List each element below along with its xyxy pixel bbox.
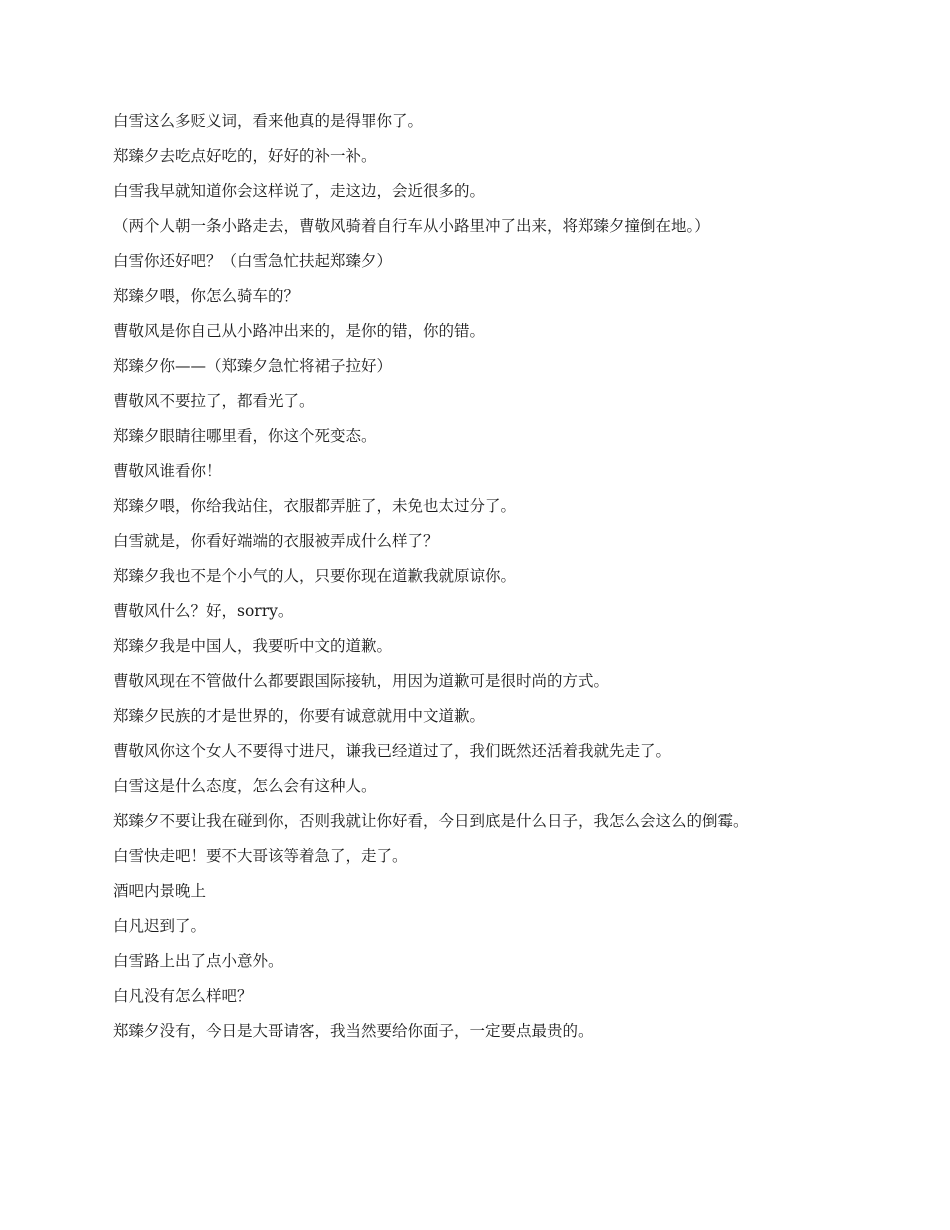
text-line: 曹敬风是你自己从小路冲出来的，是你的错，你的错。 [113, 322, 486, 340]
text-line: 郑臻夕你——（郑臻夕急忙将裙子拉好） [113, 357, 393, 375]
text-line: 白雪你还好吧？（白雪急忙扶起郑臻夕） [113, 252, 393, 270]
text-line: 白凡迟到了。 [113, 917, 207, 935]
scene-heading: 酒吧内景晚上 [113, 882, 207, 900]
text-line: 白雪就是，你看好端端的衣服被弄成什么样了？ [113, 532, 439, 550]
text-line: 白雪这是什么态度，怎么会有这种人。 [113, 777, 377, 795]
text-line: 曹敬风现在不管做什么都要跟国际接轨，用因为道歉可是很时尚的方式。 [113, 672, 610, 690]
text-line: 白雪我早就知道你会这样说了，走这边，会近很多的。 [113, 182, 486, 200]
text-line: 郑臻夕民族的才是世界的，你要有诚意就用中文道歉。 [113, 707, 486, 725]
text-line: 郑臻夕不要让我在碰到你，否则我就让你好看，今日到底是什么日子，我怎么会这么的倒霉。 [113, 812, 749, 830]
text-line: 曹敬风谁看你！ [113, 462, 222, 480]
text-line: 郑臻夕我是中国人，我要听中文的道歉。 [113, 637, 393, 655]
text-line: 曹敬风什么？好，sorry。 [113, 602, 294, 620]
text-line: 白凡没有怎么样吧？ [113, 987, 253, 1005]
text-line: 郑臻夕眼睛往哪里看，你这个死变态。 [113, 427, 377, 445]
text-line: 郑臻夕去吃点好吃的，好好的补一补。 [113, 147, 377, 165]
text-line: （两个人朝一条小路走去，曹敬风骑着自行车从小路里冲了出来，将郑臻夕撞倒在地。） [113, 217, 710, 235]
text-line: 白雪这么多贬义词，看来他真的是得罪你了。 [113, 112, 424, 130]
text-line: 白雪快走吧！要不大哥该等着急了，走了。 [113, 847, 408, 865]
text-line: 郑臻夕没有，今日是大哥请客，我当然要给你面子，一定要点最贵的。 [113, 1022, 594, 1040]
text-line: 曹敬风你这个女人不要得寸进尺，谦我已经道过了，我们既然还活着我就先走了。 [113, 742, 672, 760]
text-line: 郑臻夕喂，你怎么骑车的？ [113, 287, 300, 305]
text-line: 郑臻夕我也不是个小气的人，只要你现在道歉我就原谅你。 [113, 567, 517, 585]
document-body [113, 110, 843, 1055]
text-line: 白雪路上出了点小意外。 [113, 952, 284, 970]
text-line: 曹敬风不要拉了，都看光了。 [113, 392, 315, 410]
text-line: 郑臻夕喂，你给我站住，衣服都弄脏了，未免也太过分了。 [113, 497, 517, 515]
